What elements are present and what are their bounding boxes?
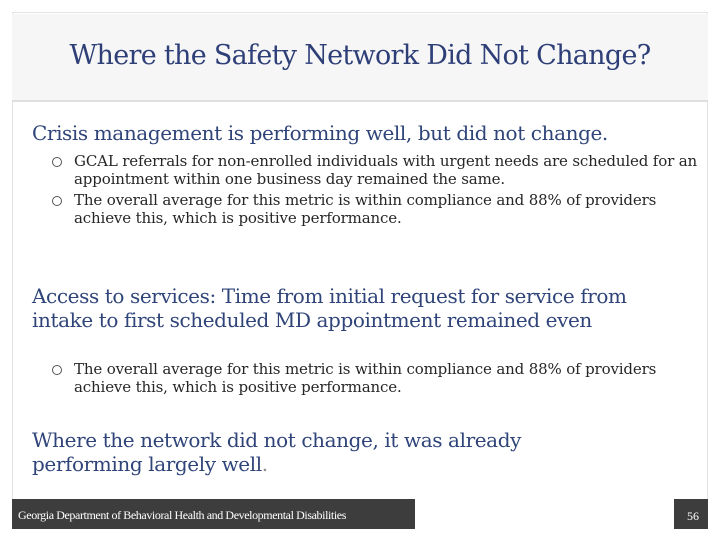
list-item xyxy=(50,152,700,188)
section-2-bullets xyxy=(50,360,700,396)
hollow-circle-bullet-icon xyxy=(52,365,62,375)
slide-border-top xyxy=(12,12,708,13)
section-3-heading-suffix: . xyxy=(261,452,268,476)
section-2-heading xyxy=(32,284,692,332)
hollow-circle-bullet-icon xyxy=(52,157,62,167)
bullet-text: The overall average for this metric is within compliance and 88% of providers achieve this, which is positive performance. xyxy=(74,191,657,227)
section-1-heading xyxy=(32,121,692,145)
slide-title: Where the Safety Network Did Not Change? xyxy=(69,40,651,71)
hollow-circle-bullet-icon xyxy=(52,196,62,206)
bullet-text: The overall average for this metric is within compliance and 88% of providers achieve this, which is positive performance. xyxy=(74,360,657,396)
list-item xyxy=(50,191,700,227)
section-1-bullets xyxy=(50,152,700,227)
section-3-heading xyxy=(32,428,632,476)
title-divider xyxy=(12,100,708,102)
footer-organization: Georgia Department of Behavioral Health and Developmental Disabilities xyxy=(18,508,346,522)
list-item xyxy=(50,360,700,396)
section-1-heading-text: Crisis management is performing well, but did not change. xyxy=(32,121,608,145)
page-number: 56 xyxy=(687,509,699,523)
bullet-text: GCAL referrals for non-enrolled individuals with urgent needs are scheduled for an appointment within one business day remained the same. xyxy=(74,152,698,188)
section-3-heading-text: Where the network did not change, it was already performing largely well xyxy=(32,428,522,476)
section-2-heading-text: Access to services: Time from initial request for service from intake to first scheduled MD appointment remained even xyxy=(32,284,627,332)
